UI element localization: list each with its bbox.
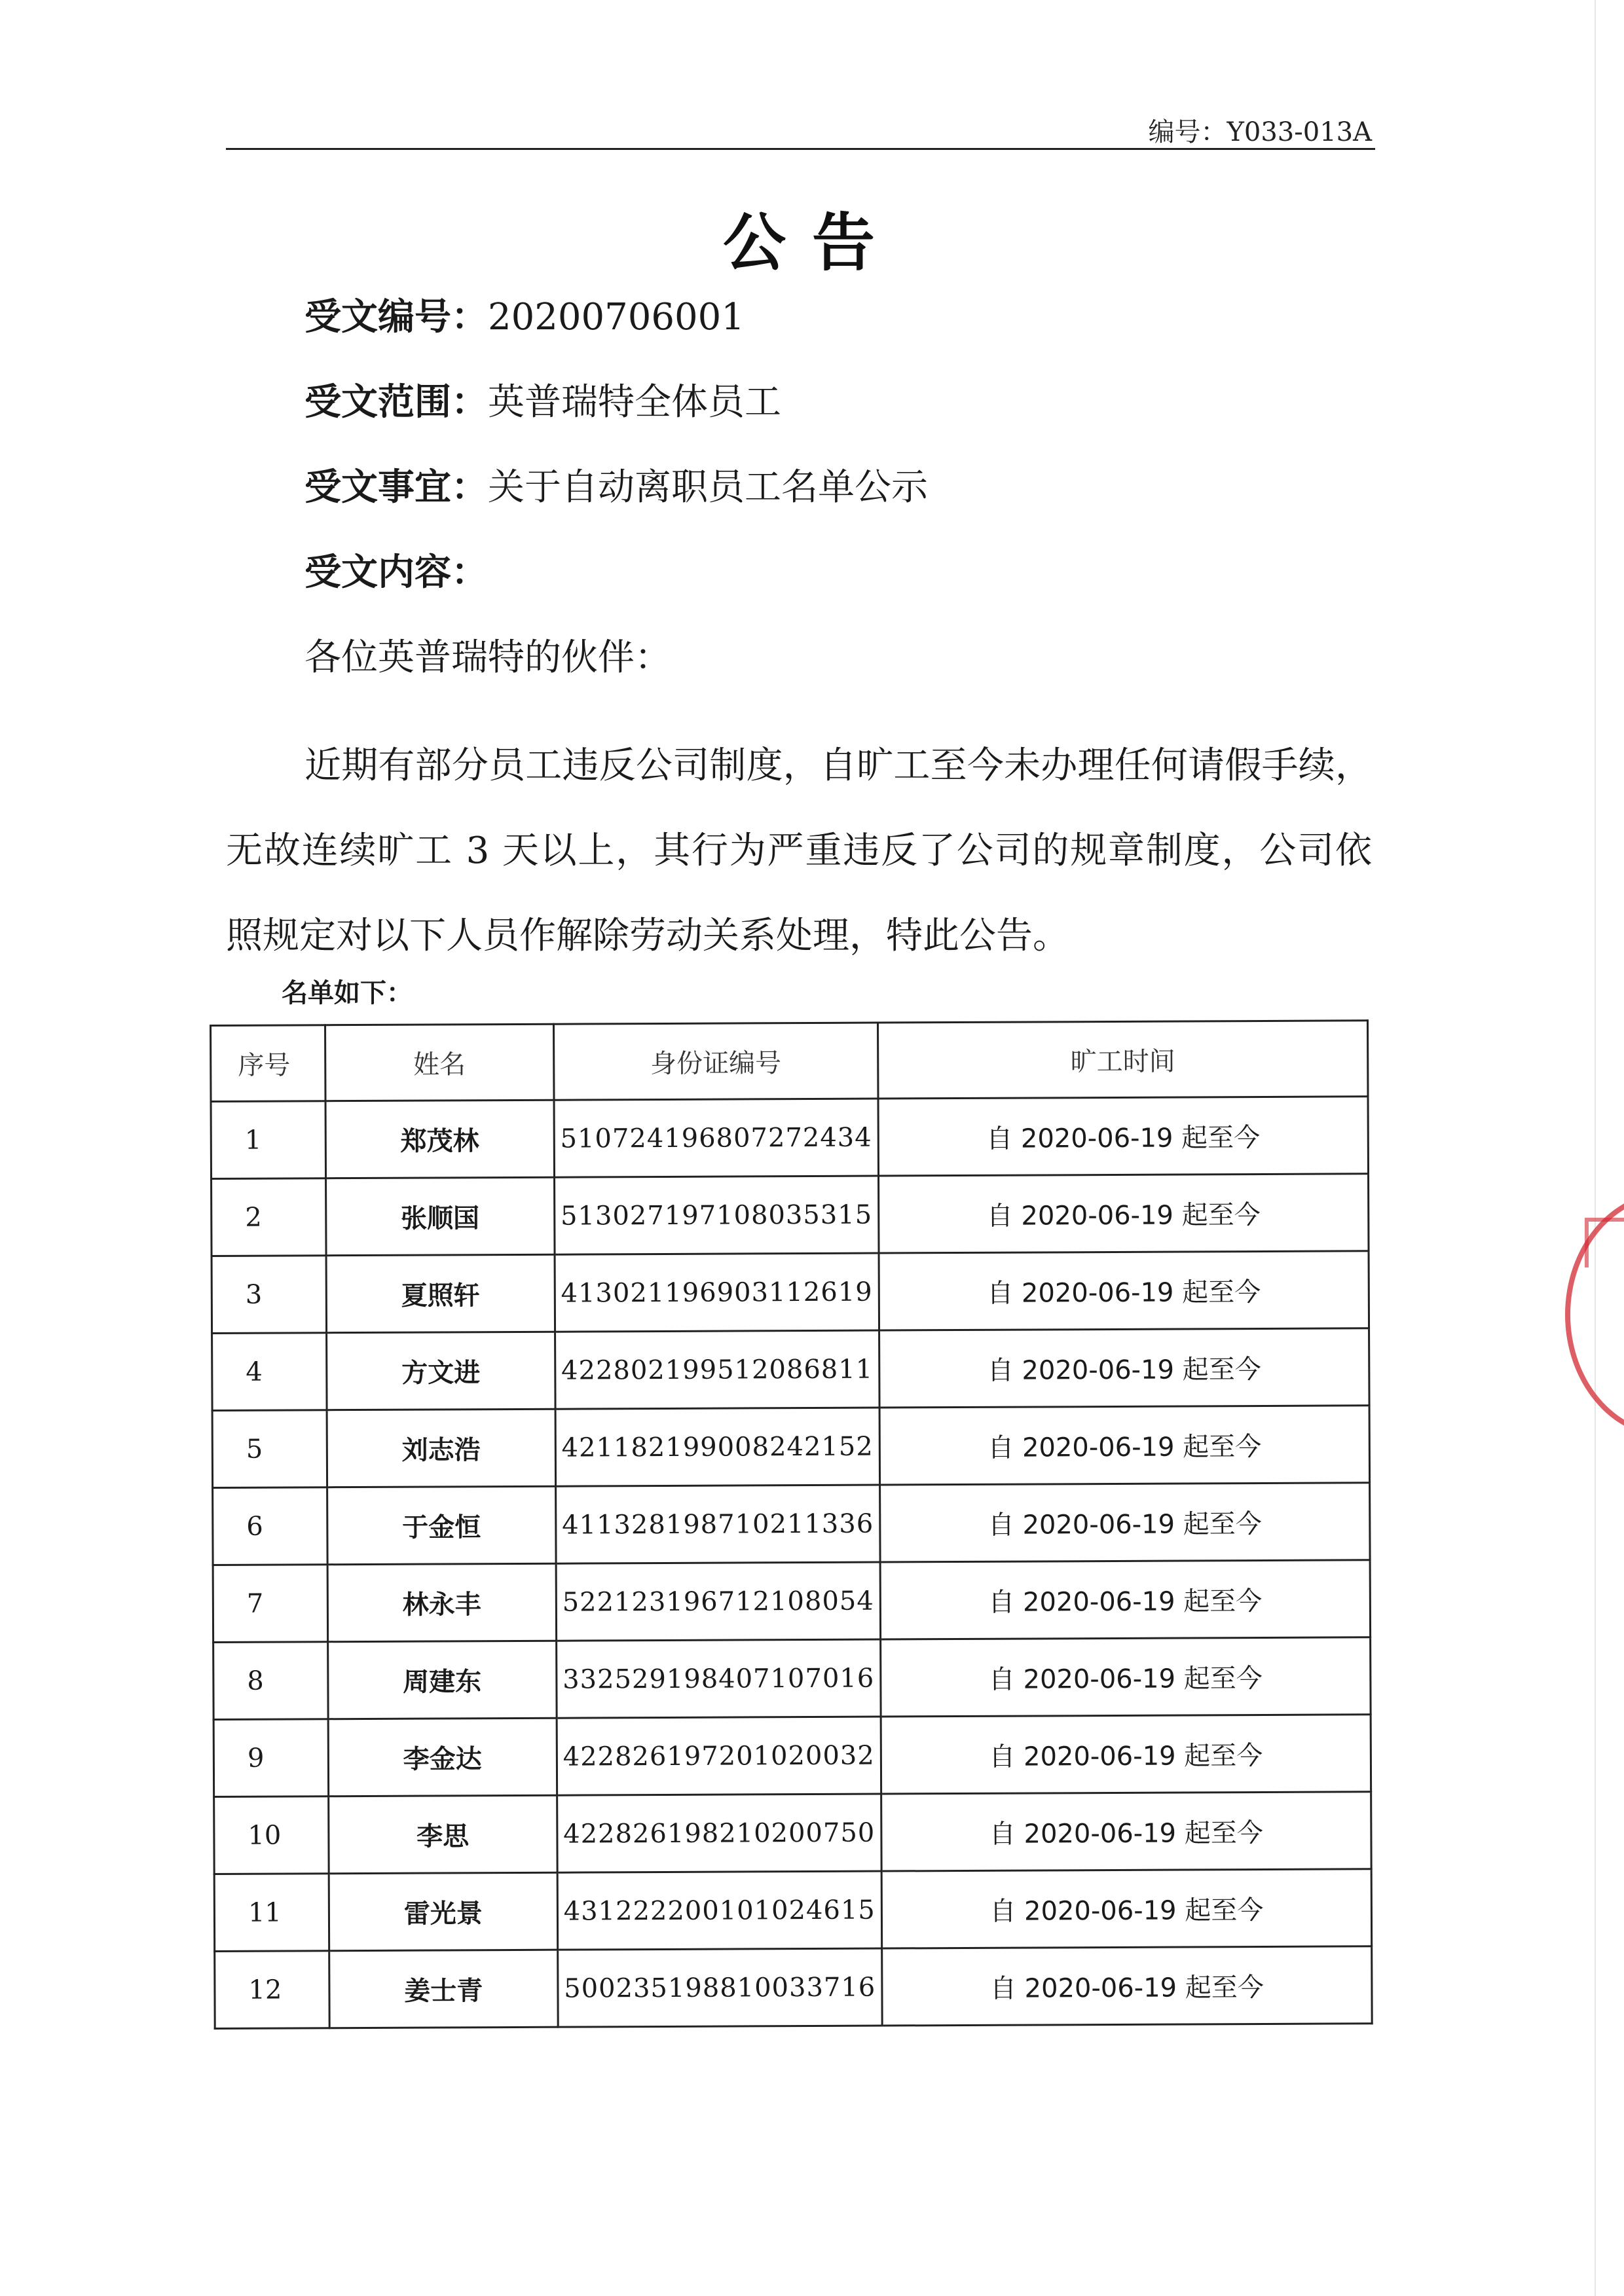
cell-seq: 10 <box>214 1796 329 1874</box>
list-heading: 名单如下： <box>282 978 413 1008</box>
table-row <box>214 1869 1371 1952</box>
cell-seq: 2 <box>212 1178 326 1256</box>
cell-id: 411328198710211336 <box>555 1485 879 1563</box>
cell-seq: 9 <box>213 1719 328 1797</box>
cell-name: 李思 <box>328 1795 557 1874</box>
table-row <box>214 1792 1371 1874</box>
cell-time: 自 2020-06-19 起至今 <box>879 1406 1370 1485</box>
cell-seq: 1 <box>211 1101 325 1179</box>
cell-name: 郑茂林 <box>325 1100 555 1178</box>
cell-seq: 12 <box>215 1951 329 2029</box>
table-row <box>212 1406 1369 1488</box>
cell-time: 自 2020-06-19 起至今 <box>881 1869 1372 1948</box>
cell-time: 自 2020-06-19 起至今 <box>880 1560 1371 1639</box>
cell-seq: 6 <box>213 1487 327 1565</box>
cell-id: 500235198810033716 <box>558 1948 882 2027</box>
seal-mark <box>1585 1218 1624 1267</box>
content-label: 受文内容： <box>304 551 488 594</box>
table-row <box>212 1251 1369 1334</box>
cell-id: 422826198210200750 <box>557 1794 881 1872</box>
table-row <box>212 1174 1369 1256</box>
cell-name: 姜士青 <box>329 1950 558 2028</box>
scan-fold-line <box>1595 0 1596 2296</box>
scope-label: 受文范围： <box>304 381 488 424</box>
cell-id: 332529198407107016 <box>556 1639 880 1718</box>
receipt-number-value: 20200706001 <box>488 296 745 338</box>
table-header-row <box>211 1021 1368 1102</box>
header-seq: 序号 <box>211 1025 325 1102</box>
cell-time: 自 2020-06-19 起至今 <box>879 1251 1369 1330</box>
table-row <box>211 1097 1368 1179</box>
cell-name: 林永丰 <box>327 1563 557 1642</box>
table-row <box>215 1946 1372 2029</box>
cell-id: 522123196712108054 <box>556 1562 880 1641</box>
receipt-number-field <box>304 295 745 340</box>
cell-time: 自 2020-06-19 起至今 <box>879 1483 1370 1562</box>
table-row <box>212 1328 1369 1411</box>
body-paragraph: 近期有部分员工违反公司制度，自旷工至今未办理任何请假手续，无故连续旷工 3 天以上，其行为严重违反了公司的规章制度，公司依照规定对以下人员作解除劳动关系处理，特此公告。 <box>226 744 1372 957</box>
table-row <box>213 1483 1370 1565</box>
cell-id: 422826197201020032 <box>557 1717 881 1795</box>
cell-time: 自 2020-06-19 起至今 <box>880 1637 1371 1717</box>
cell-time: 自 2020-06-19 起至今 <box>881 1715 1371 1794</box>
cell-name: 张顺国 <box>325 1177 555 1256</box>
cell-name: 李金达 <box>328 1718 557 1796</box>
header-id: 身份证编号 <box>553 1023 877 1100</box>
table-row <box>213 1560 1370 1643</box>
cell-time: 自 2020-06-19 起至今 <box>878 1174 1369 1253</box>
cell-seq: 11 <box>214 1874 329 1952</box>
cell-name: 方文进 <box>326 1332 555 1410</box>
cell-id: 413021196903112619 <box>555 1253 879 1332</box>
cell-seq: 7 <box>213 1565 327 1643</box>
cell-name: 于金恒 <box>327 1486 556 1565</box>
document-number: 编号：Y033-013A <box>1148 117 1372 147</box>
header-name: 姓名 <box>325 1024 554 1101</box>
header-rule <box>226 148 1375 150</box>
cell-seq: 8 <box>213 1642 328 1720</box>
dismissal-table <box>210 1019 1373 2030</box>
table-row <box>213 1715 1371 1797</box>
cell-name: 刘志浩 <box>327 1409 556 1487</box>
cell-time: 自 2020-06-19 起至今 <box>879 1328 1369 1408</box>
cell-name: 周建东 <box>327 1641 557 1719</box>
header-time: 旷工时间 <box>877 1021 1368 1099</box>
cell-seq: 4 <box>212 1333 327 1411</box>
cell-id: 422802199512086811 <box>555 1330 879 1409</box>
cell-name: 夏照轩 <box>326 1254 555 1333</box>
cell-id: 513027197108035315 <box>554 1176 878 1254</box>
cell-name: 雷光景 <box>329 1872 558 1951</box>
table-row <box>213 1637 1371 1720</box>
matter-value: 关于自动离职员工名单公示 <box>488 466 928 509</box>
scope-field <box>304 380 781 426</box>
cell-time: 自 2020-06-19 起至今 <box>881 1792 1371 1871</box>
cell-time: 自 2020-06-19 起至今 <box>881 1946 1372 2026</box>
cell-seq: 3 <box>212 1256 326 1334</box>
cell-id: 431222200101024615 <box>557 1871 881 1950</box>
cell-seq: 5 <box>212 1410 327 1488</box>
cell-time: 自 2020-06-19 起至今 <box>878 1097 1369 1176</box>
greeting: 各位英普瑞特的伙伴： <box>304 636 671 679</box>
cell-id: 510724196807272434 <box>554 1099 878 1177</box>
content-field <box>304 550 488 596</box>
receipt-number-label: 受文编号： <box>304 296 488 338</box>
matter-label: 受文事宜： <box>304 466 488 509</box>
cell-id: 421182199008242152 <box>555 1408 879 1486</box>
scope-value: 英普瑞特全体员工 <box>488 381 781 424</box>
page-title: 公告 <box>723 206 901 280</box>
matter-field <box>304 465 928 511</box>
